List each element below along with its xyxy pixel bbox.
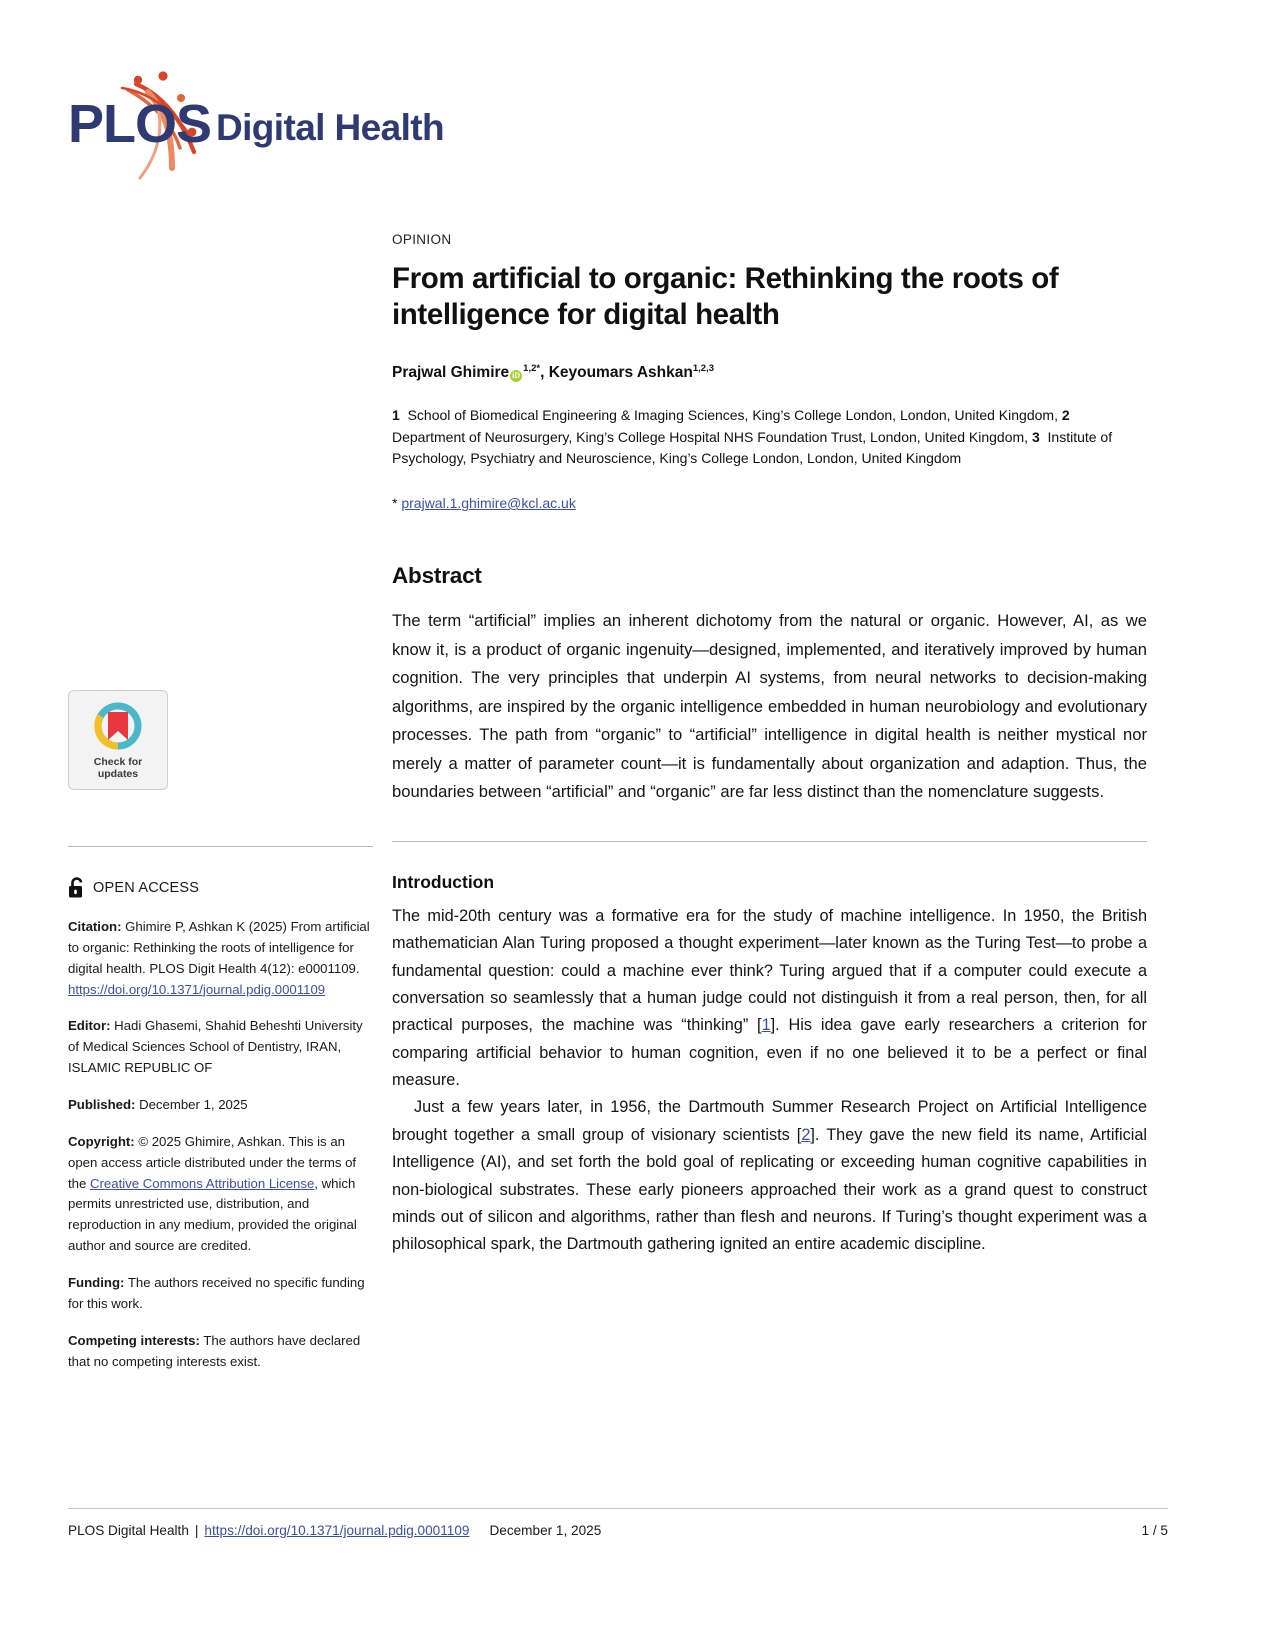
competing-interests-label: Competing interests: — [68, 1332, 200, 1348]
author-separator: , Keyoumars Ashkan — [540, 364, 693, 382]
crossmark-line-2: updates — [97, 768, 139, 781]
author-1-affiliation-marks: 1,2* — [523, 362, 541, 374]
abstract-heading: Abstract — [392, 563, 482, 589]
author-1-name: Prajwal Ghimire — [392, 364, 510, 382]
open-access-label: OPEN ACCESS — [93, 880, 200, 896]
published-block — [68, 1095, 373, 1116]
plos-digital-health-logo-svg — [68, 70, 488, 190]
author-2-affiliation-marks: 1,2,3 — [692, 362, 714, 374]
crossmark-icon — [90, 700, 146, 752]
page-footer — [68, 1508, 1168, 1538]
copyright-text-a: © 2025 Ghimire, Ashkan. This is an open access article distributed under the terms of the — [68, 1133, 357, 1191]
article-type-kicker: OPINION — [392, 232, 452, 247]
orcid-icon[interactable]: iD — [512, 371, 521, 381]
editor-block — [68, 1016, 373, 1079]
affiliation-3-number: 3 — [1031, 428, 1040, 445]
creative-commons-license-link[interactable]: Creative Commons Attribution License — [90, 1175, 315, 1191]
copyright-block — [68, 1132, 373, 1257]
article-main-column — [392, 232, 1147, 1259]
affiliations — [392, 405, 1140, 469]
introduction-heading: Introduction — [392, 871, 495, 892]
intro-p1-part-a: The mid-20th century was a formative era for the study of machine intelligence. In 1950, the British mathematician Alan Turing proposed a thought experiment—later known as the Turing Test—to probe a fundamental question: could a machine ever think? Turing argued that if a computer could execute a conversation so seamlessly that a human judge could not distinguish it from a real person, then, for all practical purposes, the machine was “thinking” [ — [392, 906, 1147, 1035]
journal-logo — [68, 70, 488, 190]
citation-text: Ghimire P, Ashkan K (2025) From artificial to organic: Rethinking the roots of intelligence for digital health. PLOS Digit Health 4(12): e0001109. — [68, 919, 370, 976]
corresponding-marker: * — [392, 495, 402, 512]
introduction-paragraph-2 — [392, 1094, 1147, 1258]
copyright-label: Copyright: — [68, 1133, 135, 1149]
funding-text: The authors received no specific funding for this work. — [68, 1275, 365, 1311]
intro-p2-part-b: ]. They gave the new field its name, Artificial Intelligence (AI), and set forth the bold goal of replicating or exceeding human cognitive capabilities in non-biological substrates. These early pioneers approached their work as a grand quest to construct minds out of silicon and algorithms, rather than flesh and neurons. If Turing’s thought experiment was a philosophical spark, the Dartmouth gathering ignited an entire academic discipline. — [392, 1125, 1148, 1254]
crossmark-line-1: Check for — [93, 756, 143, 768]
affiliation-1-number: 1 — [392, 407, 400, 424]
intro-p2-part-a: Just a few years later, in 1956, the Dartmouth Summer Research Project on Artificial Intelligence brought together a small group of visionary scientists [ — [392, 1098, 1147, 1144]
introduction-paragraph-1 — [392, 903, 1147, 1095]
page-title: From artificial to organic: Rethinking the roots of intelligence for digital health — [392, 262, 1059, 331]
citation-doi-link[interactable]: https://doi.org/10.1371/journal.pdig.0001109 — [68, 981, 326, 997]
reference-link-1[interactable]: 1 — [761, 1016, 771, 1035]
footer-separator: | — [194, 1523, 199, 1538]
affiliation-2-number: 2 — [1061, 407, 1070, 424]
article-metadata-sidebar — [68, 690, 373, 1388]
intro-p1-part-b: ]. His idea gave early researchers a criterion for comparing artificial behavior to human cognition, even if no one believed it to be a perfect or final measure. — [392, 1016, 1147, 1090]
funding-block — [68, 1273, 373, 1315]
logo-digital-health-text: Digital Health — [216, 107, 445, 148]
competing-interests-block — [68, 1331, 373, 1373]
open-lock-icon — [68, 877, 86, 899]
editor-label: Editor: — [68, 1018, 111, 1034]
flourish-dot-icon — [158, 71, 167, 80]
affiliation-3-text: Institute of Psychology, Psychiatry and Neuroscience, King’s College London, London, United Kingdom — [392, 428, 1113, 466]
competing-interests-text: The authors have declared that no competing interests exist. — [68, 1332, 361, 1369]
flourish-dot-icon — [134, 76, 142, 84]
corresponding-email-link[interactable]: prajwal.1.ghimire@kcl.ac.uk — [401, 495, 576, 512]
affiliation-2-text: Department of Neurosurgery, King’s College Hospital NHS Foundation Trust, London, United Kingdom, — [392, 428, 1032, 445]
affiliation-1-text: School of Biomedical Engineering & Imaging Sciences, King’s College London, London, United Kingdom, — [407, 407, 1062, 424]
section-divider — [392, 841, 1147, 842]
sidebar-divider — [68, 846, 373, 847]
reference-link-2[interactable]: 2 — [801, 1125, 811, 1144]
crossmark-label — [94, 756, 142, 780]
citation-block — [68, 917, 373, 1000]
footer-journal-name: PLOS Digital Health — [68, 1523, 189, 1538]
logo-plos-text: PLOS — [68, 94, 212, 154]
published-label: Published: — [68, 1097, 136, 1113]
open-access-row — [68, 877, 373, 899]
published-text: December 1, 2025 — [135, 1097, 248, 1113]
corresponding-author — [392, 495, 1147, 511]
editor-text: Hadi Ghasemi, Shahid Beheshti University of Medical Sciences School of Dentistry, IRAN, ISLAMIC REPUBLIC OF — [68, 1018, 363, 1076]
author-list — [392, 363, 1147, 383]
footer-page-number: 1 / 5 — [1141, 1523, 1168, 1538]
citation-label: Citation: — [68, 919, 122, 934]
footer-date: December 1, 2025 — [489, 1523, 602, 1538]
crossmark-badge[interactable] — [68, 690, 168, 790]
copyright-text-b: , which permits unrestricted use, distribution, and reproduction in any medium, provided the original author and source are credited. — [68, 1175, 357, 1254]
footer-doi-link[interactable]: https://doi.org/10.1371/journal.pdig.0001109 — [204, 1523, 470, 1538]
funding-label: Funding: — [68, 1275, 125, 1291]
abstract-text: The term “artificial” implies an inherent dichotomy from the natural or organic. However, AI, as we know it, is a product of organic ingenuity—designed, implemented, and iteratively improved by human cognition. The very principles that underpin AI systems, from neural networks to decision-making algorithms, are inspired by the organic intelligence embedded in human neurobiology and evolutionary processes. The path from “organic” to “artificial” intelligence in digital health is neither mystical nor merely a matter of parameter count—it is fundamentally about organization and adaption. Thus, the boundaries between “artificial” and “organic” are far less distinct than the nomenclature suggests. — [392, 611, 1147, 802]
